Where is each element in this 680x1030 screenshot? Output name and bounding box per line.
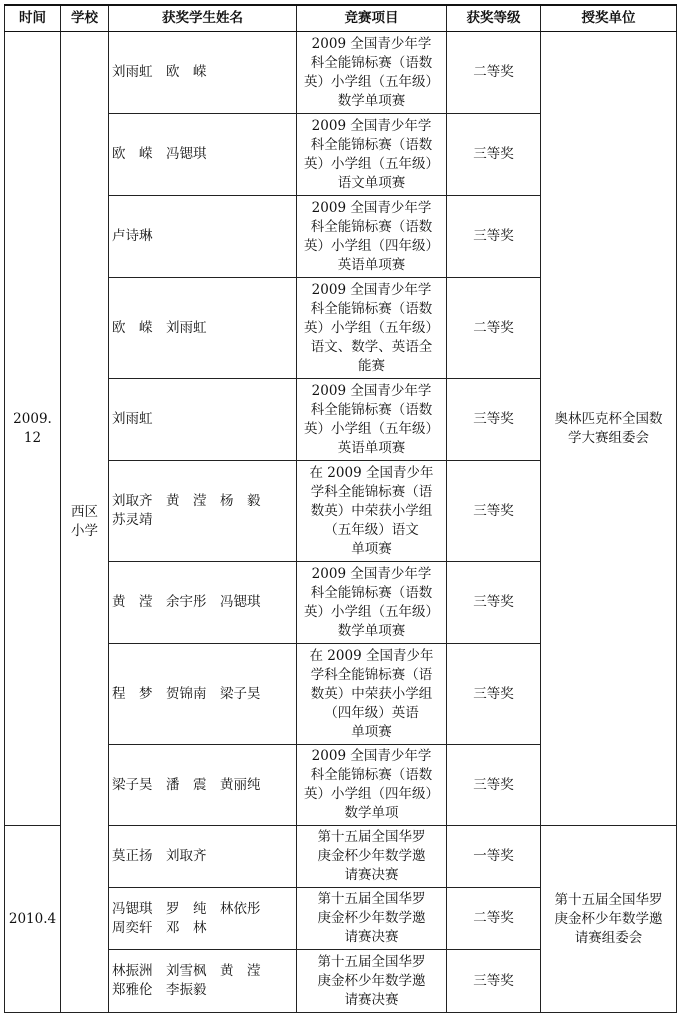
award-level: 三等奖: [447, 114, 541, 196]
school-line: 小学: [71, 523, 98, 539]
project-line: 庚金杯少年数学邀: [317, 848, 426, 864]
award-level: 三等奖: [447, 745, 541, 826]
project-line: 语文、数学、英语全: [310, 338, 433, 355]
project-line: 科全能锦标赛（语数: [310, 767, 433, 783]
unit-line: 庚金杯少年数学邀: [554, 910, 663, 927]
project-cell: [297, 461, 447, 562]
project-cell: [297, 379, 447, 461]
unit-cell: [541, 32, 677, 826]
names-cell: [109, 562, 297, 644]
student-names: 黄 滢 余宇彤 冯锶琪: [112, 594, 261, 610]
student-names: 欧 嵘 冯锶琪: [112, 146, 207, 162]
names-cell: [109, 278, 297, 379]
project-cell: [297, 745, 447, 826]
header-time: 时间: [5, 5, 61, 32]
project-line: 科全能锦标赛（语数: [310, 54, 433, 71]
school-line: 西区: [71, 504, 98, 520]
header-unit: 授奖单位: [541, 5, 677, 32]
project-cell: [297, 196, 447, 278]
project-line: 数学单项赛: [337, 92, 406, 109]
project-line: 2009 全国青少年学: [311, 565, 432, 582]
project-line: 英）小学组（五年级）: [304, 73, 439, 90]
project-line: 请赛决赛: [344, 991, 399, 1008]
header-project: 竞赛项目: [297, 5, 447, 32]
header-row: [5, 5, 677, 32]
student-names: 莫正扬 刘取齐: [112, 848, 207, 864]
project-line: 英）小学组（五年级）: [304, 155, 439, 172]
project-line: 请赛决赛: [344, 867, 399, 883]
names-cell: [109, 745, 297, 826]
project-line: 科全能锦标赛（语数: [310, 584, 433, 601]
student-names: 郑雅伦 李振毅: [112, 982, 207, 998]
project-line: 2009 全国青少年学: [311, 382, 432, 399]
project-cell: [297, 562, 447, 644]
unit-line: 请赛组委会: [574, 929, 643, 946]
project-cell: [297, 888, 447, 950]
student-names: 刘取齐 黄 滢 杨 毅: [112, 493, 261, 509]
project-line: 数学单项赛: [337, 622, 406, 639]
header-level: 获奖等级: [447, 5, 541, 32]
header-school: 学校: [61, 5, 109, 32]
time-line: 12: [23, 429, 42, 446]
project-line: 英）小学组（四年级）: [304, 786, 439, 802]
project-line: 语文单项赛: [337, 174, 406, 191]
project-line: 科全能锦标赛（语数: [310, 300, 433, 317]
time-cell: [5, 32, 61, 826]
project-cell: [297, 826, 447, 888]
student-names: 林振洲 刘雪枫 黄 滢: [112, 963, 261, 979]
names-cell: [109, 196, 297, 278]
names-cell: [109, 888, 297, 950]
award-level: 二等奖: [447, 888, 541, 950]
project-line: 2009 全国青少年学: [311, 281, 432, 298]
names-cell: [109, 644, 297, 745]
award-level: 二等奖: [447, 32, 541, 114]
awards-table: [4, 4, 677, 1013]
project-line: 数英）中荣获小学组: [310, 685, 433, 702]
project-line: （四年级）英语: [324, 704, 419, 721]
names-cell: [109, 114, 297, 196]
project-line: 科全能锦标赛（语数: [310, 401, 433, 418]
project-line: 英）小学组（四年级）: [304, 237, 439, 254]
unit-line: 第十五届全国华罗: [554, 891, 663, 908]
project-line: 在 2009 全国青少年: [309, 464, 434, 481]
student-names: 欧 嵘 刘雨虹: [112, 319, 207, 336]
award-level: 三等奖: [447, 644, 541, 745]
school-cell: [61, 32, 109, 1013]
project-line: 2009 全国青少年学: [311, 748, 432, 764]
project-cell: [297, 950, 447, 1013]
project-line: 在 2009 全国青少年: [309, 647, 434, 664]
student-names: 刘雨虹 欧 嵘: [112, 64, 207, 80]
project-line: 学科全能锦标赛（语: [310, 483, 433, 500]
names-cell: [109, 32, 297, 114]
student-names: 冯锶琪 罗 纯 林依彤: [112, 900, 261, 917]
project-cell: [297, 114, 447, 196]
project-line: 单项赛: [351, 540, 392, 557]
project-line: 第十五届全国华罗: [317, 891, 426, 907]
time-cell: [5, 826, 61, 1013]
award-level: 二等奖: [447, 278, 541, 379]
award-level: 三等奖: [447, 379, 541, 461]
project-line: 请赛决赛: [344, 929, 399, 945]
project-line: （五年级）语文: [324, 521, 419, 538]
table-row: [5, 32, 677, 114]
names-cell: [109, 826, 297, 888]
project-line: 英）小学组（五年级）: [304, 319, 439, 336]
project-line: 2009 全国青少年学: [311, 199, 432, 216]
project-line: 第十五届全国华罗: [317, 953, 426, 970]
project-line: 庚金杯少年数学邀: [317, 972, 426, 989]
project-line: 英语单项赛: [337, 256, 406, 273]
unit-line: 学大赛组委会: [568, 429, 649, 446]
project-line: 英）小学组（五年级）: [304, 603, 439, 620]
unit-cell: [541, 826, 677, 1013]
project-line: 庚金杯少年数学邀: [317, 910, 426, 926]
project-line: 数学单项: [344, 805, 399, 821]
names-cell: [109, 461, 297, 562]
project-line: 2009 全国青少年学: [311, 35, 432, 52]
project-cell: [297, 644, 447, 745]
project-line: 第十五届全国华罗: [317, 829, 426, 845]
names-cell: [109, 379, 297, 461]
award-level: 一等奖: [447, 826, 541, 888]
award-level: 三等奖: [447, 950, 541, 1013]
header-names: 获奖学生姓名: [109, 5, 297, 32]
project-line: 科全能锦标赛（语数: [310, 218, 433, 235]
names-cell: [109, 950, 297, 1013]
student-names: 梁子昊 潘 震 黄丽纯: [112, 776, 261, 793]
award-level: 三等奖: [447, 461, 541, 562]
project-line: 数英）中荣获小学组: [310, 502, 433, 519]
time-line: 2010.4: [8, 910, 57, 927]
student-names: 周奕轩 邓 林: [112, 919, 207, 936]
project-line: 能赛: [358, 357, 385, 374]
project-line: 科全能锦标赛（语数: [310, 136, 433, 153]
student-names: 刘雨虹: [112, 411, 153, 427]
project-cell: [297, 278, 447, 379]
project-line: 2009 全国青少年学: [311, 117, 432, 134]
student-names: 苏灵靖: [112, 512, 153, 528]
time-line: 2009.: [13, 410, 52, 427]
project-cell: [297, 32, 447, 114]
award-level: 三等奖: [447, 196, 541, 278]
project-line: 英）小学组（五年级）: [304, 420, 439, 437]
unit-line: 奥林匹克杯全国数: [554, 410, 663, 427]
project-line: 单项赛: [351, 723, 392, 740]
student-names: 卢诗琳: [112, 228, 153, 244]
project-line: 英语单项赛: [337, 439, 406, 456]
award-level: 三等奖: [447, 562, 541, 644]
student-names: 程 梦 贺锦南 梁子昊: [112, 685, 261, 702]
project-line: 学科全能锦标赛（语: [310, 666, 433, 683]
